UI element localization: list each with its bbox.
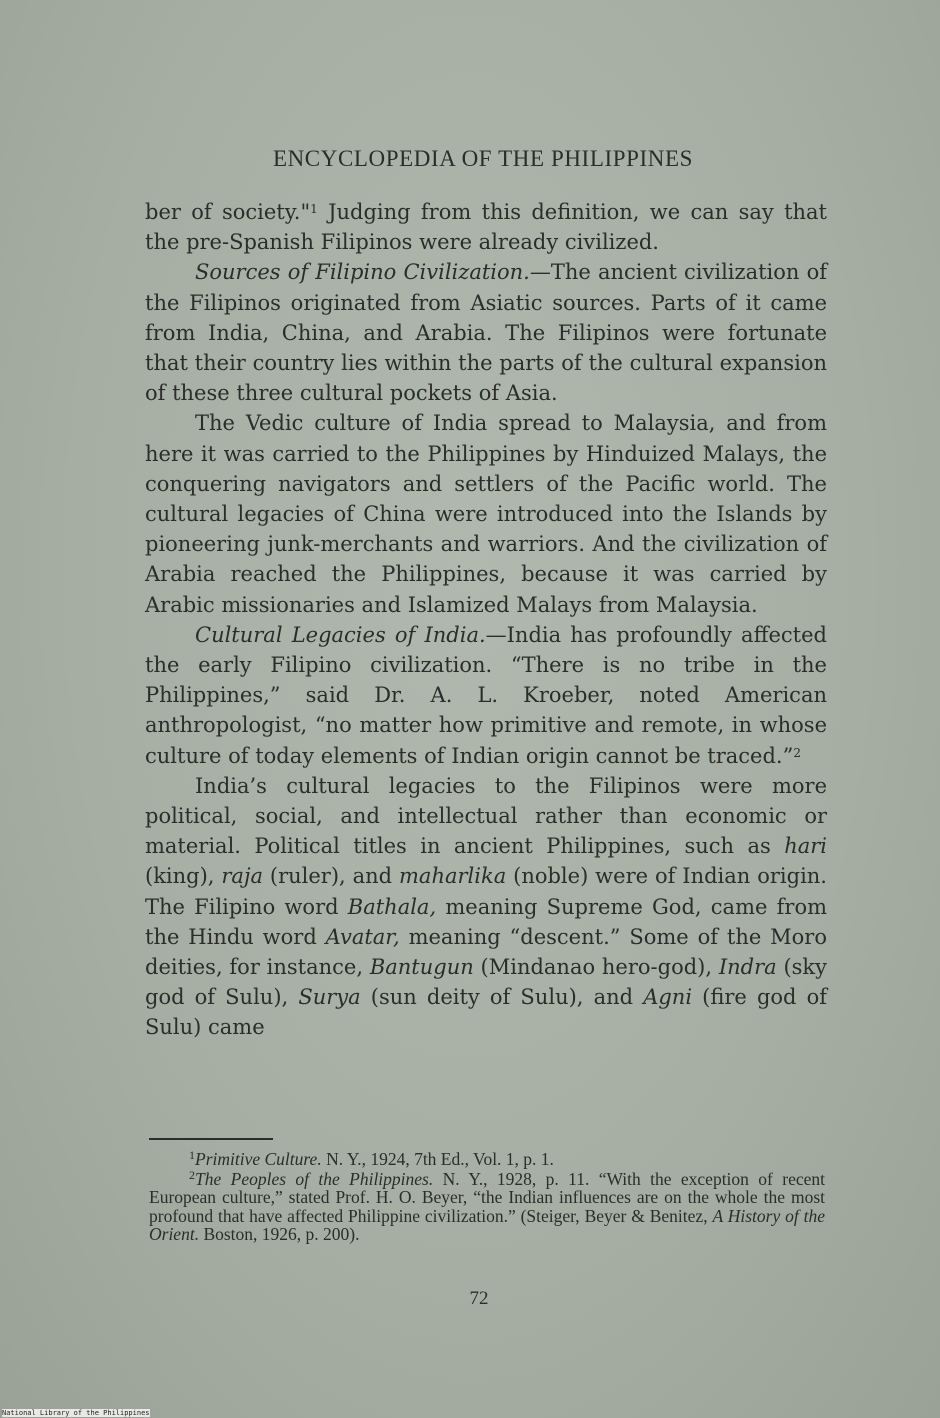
footnotes: [149, 1150, 825, 1245]
paragraph-5: [145, 771, 827, 1043]
footnote-2-end: Boston, 1926, p. 200).: [199, 1224, 360, 1244]
footnote-2-number: 2: [189, 1167, 195, 1182]
p3-text: The Vedic culture of India spread to Malaysia, and from here it was carried to the Philippines by Hinduized Malays, the conquering navigators and settlers of the Pacific world. The cultural legacies of China were introduced into the Islands by pioneering junk-merchants and warriors. And the civilization of Arabia reached the Philippines, because it was carried by Arabic missionaries and Islamized Malays from Malaysia.: [145, 411, 827, 617]
p5-t7: (Mindanao hero-god),: [473, 955, 719, 980]
p5-t2: (king),: [145, 864, 222, 889]
footnote-1-text: N. Y., 1924, 7th Ed., Vol. 1, p. 1.: [321, 1149, 554, 1169]
footnote-2-text: N. Y., 1928, p. 11. “With the exception of recent European culture,” stated Prof. H. O. Beyer, “the Indian influences are on the whole the most profound that have affected Philippine civilization.” (Steiger, Beyer & Benitez,: [149, 1168, 825, 1226]
term-avatar: Avatar,: [325, 924, 400, 949]
running-header: ENCYCLOPEDIA OF THE PHILIPPINES: [272, 146, 694, 171]
section-heading-india: Cultural Legacies of India.: [195, 622, 486, 647]
paragraph-4: [145, 620, 827, 771]
page-number: 72: [469, 1288, 489, 1309]
p5-t8: (sky god of Sulu),: [145, 955, 828, 1010]
p5-t9: (sun deity of Sulu), and: [360, 985, 644, 1010]
p4-text: —India has profoundly affected the early Filipino civilization. “There is no tribe in the Philippines,” said Dr. A. L. Kroeber, noted American anthropologist, “no matter how primitive and remote, in whose culture of today elements of Indian origin cannot be traced.”: [145, 622, 827, 768]
footnote-2: [149, 1167, 825, 1244]
footnote-divider: [149, 1138, 273, 1140]
p5-t5: meaning Supreme God, came from the Hindu word: [145, 894, 827, 949]
footnote-1: [149, 1150, 825, 1169]
term-hari: hari: [784, 834, 827, 859]
library-credit: National Library of the Philippines: [2, 1409, 150, 1417]
p5-t6: meaning “descent.” Some of the Moro deities, for instance,: [145, 924, 827, 980]
footnote-ref-1: 1: [310, 202, 318, 216]
footnote-1-title: Primitive Culture.: [195, 1149, 322, 1169]
paragraph-2: [145, 257, 827, 408]
term-raja: raja: [221, 864, 263, 889]
paragraph-1: [145, 197, 827, 257]
p2-text: —The ancient civilization of the Filipinos originated from Asiatic sources. Parts of it came from India, China, and Arabia. The Filipinos were fortunate that their country lies within the parts of the cultural expansion of these three cultural pockets of Asia.: [145, 260, 827, 406]
p1-rest: Judging from this definition, we can say that the pre-Spanish Filipinos were already civilized.: [145, 200, 827, 255]
p5-t3: (ruler), and: [262, 864, 400, 889]
footnote-2-title: The Peoples of the Philippines.: [195, 1168, 434, 1189]
section-heading-sources: Sources of Filipino Civilization.: [195, 260, 530, 285]
term-indra: Indra: [718, 955, 777, 980]
term-agni: Agni: [643, 985, 693, 1010]
paragraph-3: [145, 408, 827, 619]
footnote-2-book-title: A History of the Orient.: [149, 1205, 825, 1244]
term-surya: Surya: [298, 985, 361, 1010]
p5-t4: (noble) were of Indian origin. The Filipino word: [145, 864, 827, 919]
p5-t1: India’s cultural legacies to the Filipinos were more political, social, and intellectual rather than economic or material. Political titles in ancient Philippines, such as: [145, 773, 827, 859]
p5-t10: (fire god of Sulu) came: [145, 985, 827, 1040]
term-maharlika: maharlika: [399, 864, 507, 889]
term-bantugun: Bantugun: [369, 955, 474, 980]
body-text: [145, 197, 827, 1043]
term-bathala: Bathala,: [347, 894, 437, 919]
footnote-1-number: 1: [189, 1148, 195, 1162]
footnote-ref-2: 2: [793, 745, 801, 760]
p1-text: ber of society.": [145, 200, 311, 224]
